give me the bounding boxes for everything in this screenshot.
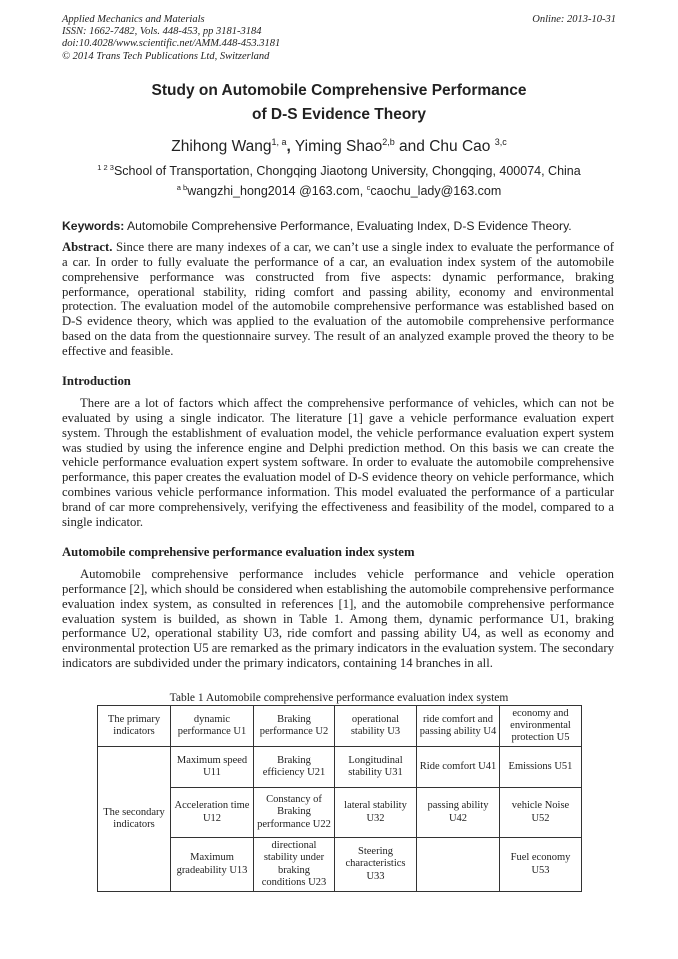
header-cell-u2: Braking performance U2 [254,706,335,747]
table-cell: Maximum speed U11 [171,747,254,788]
table-cell: directional stability under braking conditions U23 [254,838,335,892]
table-cell: Fuel economy U53 [500,838,582,892]
table-cell: lateral stability U32 [335,788,417,838]
email-sup-ab: a b [176,183,188,192]
introduction-heading: Introduction [62,374,131,388]
table-caption: Table 1 Automobile comprehensive performance evaluation index system [169,692,509,704]
table-row [98,838,582,892]
index-system-table [97,705,582,892]
header-cell-u4: ride comfort and passing ability U4 [417,706,500,747]
primary-indicators-label: The primary indicators [98,706,171,747]
table-cell: Maximum gradeability U13 [171,838,254,892]
affiliation-text: School of Transportation, Chongqing Jiaotong University, Chongqing, 400074, China [113,164,581,178]
header-cell-u1: dynamic performance U1 [171,706,254,747]
table-cell: Braking efficiency U21 [254,747,335,788]
issn-line: ISSN: 1662-7482, Vols. 448-453, pp 3181-3184 [62,26,262,38]
author-emails [0,183,678,198]
abstract [62,240,614,359]
author-3-sup: 3,c [494,137,507,147]
table-cell: Constancy of Braking performance U22 [254,788,335,838]
abstract-label: Abstract. [62,240,113,254]
introduction-paragraph: There are a lot of factors which affect the comprehensive performance of vehicles, which can not be evaluated by using a single indicator. The literature [1] gave a vehicle performance evaluation expert system. Through the establishment of evaluation model, the vehicle performance evaluation expert system was studied by using the inference engine and Delphi prediction method. On this basis we can create the vehicle performance evaluation expert system software. In order to evaluate the automobile comprehensive performance, this paper creates the evaluation model of D-S evidence theory on vehicle performance, which combines various vehicle performance information. This model evaluated the performance of a particular brand of car more comprehensively, verifying the effectiveness and feasibility of the model, compared to a single indicator. [62,396,614,529]
email-2: caochu_lady@163.com [370,184,502,198]
keywords-text: Automobile Comprehensive Performance, Evaluating Index, D-S Evidence Theory. [124,219,572,233]
table-cell: passing ability U42 [417,788,500,838]
author-2-name: Yiming Shao [294,138,383,155]
paper-title-line-2: of D-S Evidence Theory [252,106,426,123]
table-cell: vehicle Noise U52 [500,788,582,838]
table-cell: Steering characteristics U33 [335,838,417,892]
table-cell: Ride comfort U41 [417,747,500,788]
paper-title-line-1: Study on Automobile Comprehensive Performance [151,82,527,99]
table-cell: Emissions U51 [500,747,582,788]
email-1: wangzhi_hong2014 @163.com, [187,184,367,198]
secondary-indicators-label: The secondary indicators [98,747,171,892]
table-header-row [98,706,582,747]
header-cell-u5: economy and environmental protection U5 [500,706,582,747]
table-row [98,747,582,788]
abstract-text: Since there are many indexes of a car, we can’t use a single index to evaluate the performance of a car. In order to fully evaluate the performance of a car, an evaluation index system of the automobile comprehensive performance was constructed from five aspects: dynamic performance, braking performance, operational stability, riding comfort and passing ability, economy and environmental protection. The evaluation model of the automobile comprehensive performance was established based on D-S evidence theory, which was applied to the evaluation of the automobile comprehensive performance based on the data from the questionnaire survey. The result of an analyzed example proved the theory to be effective and feasible. [62,240,614,358]
table-cell: Longitudinal stability U31 [335,747,417,788]
author-2-sup: 2,b [382,137,395,147]
author-3-name: and Chu Cao [399,138,491,155]
author-list: Zhihong Wang$^{1, a}$, Yiming Shao$^{2,b}$ and Chu Cao $^{3,c}$ [171,137,507,155]
affiliation-sup: 1 2 3 [97,163,114,172]
table-row [98,788,582,838]
affiliation [0,163,678,178]
doi-line: doi:10.4028/www.scientific.net/AMM.448-453.3181 [62,38,281,50]
author-1-sup: 1, a [271,137,287,147]
copyright-line: © 2014 Trans Tech Publications Ltd, Switzerland [62,50,270,62]
keywords [62,219,616,233]
email-sup-c: c [366,183,371,192]
journal-name: Applied Mechanics and Materials [62,14,205,25]
table-cell [417,838,500,892]
online-date: Online: 2013-10-31 [532,14,616,25]
running-header [62,14,280,63]
header-cell-u3: operational stability U3 [335,706,417,747]
keywords-label: Keywords: [62,219,125,233]
index-system-paragraph: Automobile comprehensive performance includes vehicle performance and vehicle operation performance [2], which should be considered when establishing the automobile comprehensive performance evaluation index system, as consulted in references [1], and the automobile comprehensive performance evaluation system is builded, as shown in Table 1. Among them, dynamic performance U1, braking performance U2, operational stability U3, ride comfort and passing ability U4, as well as economy and environmental protection U5 are remarked as the primary indicators in the evaluation system. The secondary indicators are subdivided under the primary indicators, containing 14 branches in all. [62,567,614,671]
table-cell: Acceleration time U12 [171,788,254,838]
index-system-heading: Automobile comprehensive performance evaluation index system [62,545,415,559]
author-1-name: Zhihong Wang [171,138,272,155]
